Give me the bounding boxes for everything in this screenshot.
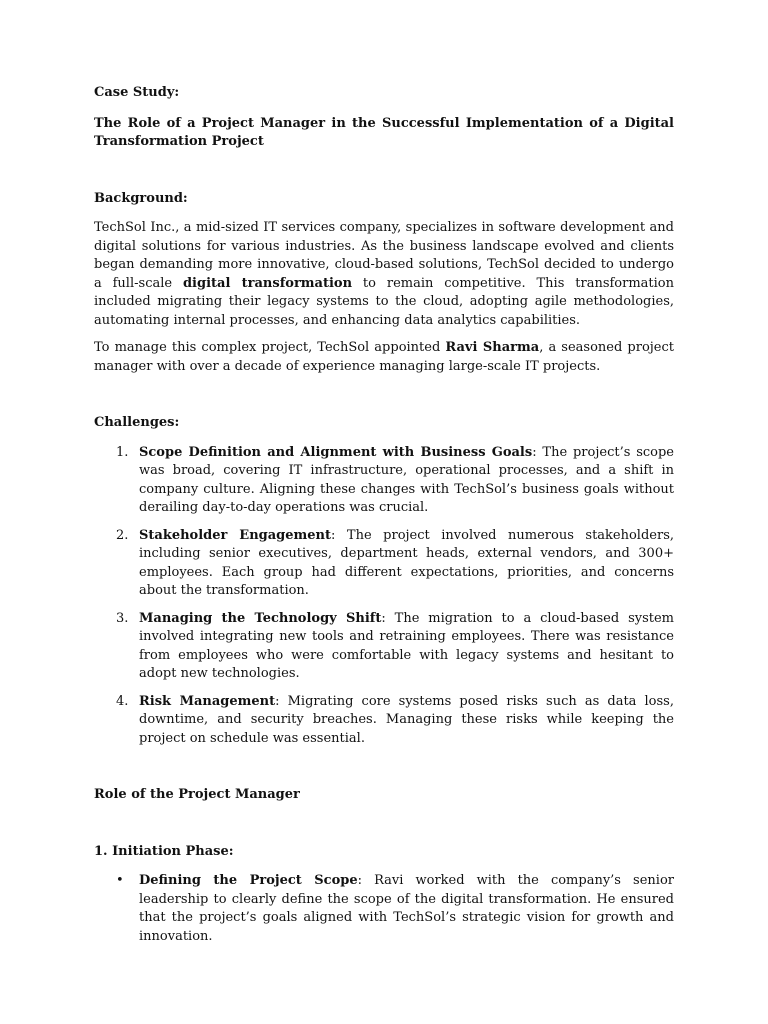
initiation-item-text: : Ravi worked with the company’s senior leadership to clearly define the scope of the digital transformation. He ensured that the project’s goals aligned with TechSol’s strategic vision for growth and innovation. [139,873,674,944]
background-paragraph-2 [94,339,674,376]
background-heading: Background: [94,190,188,206]
case-study-label: Case Study: [94,85,180,100]
background-paragraph-1 [94,219,674,330]
challenge-text: : The project’s scope was broad, covering IT infrastructure, operational processes, and a shift in company culture. Aligning these changes with TechSol’s business goals without derailing day-to-day operations was crucial. [139,444,675,515]
challenge-text: : The project involved numerous stakeholders, including senior executives, department heads, external vendors, and 300+ employees. Each group had different expectations, priorities, and concerns about the transformation. [139,527,674,598]
list-item [94,610,674,684]
list-item [94,693,674,749]
document-page [94,84,674,946]
challenge-text: : The migration to a cloud-based system involved integrating new tools and retraining employees. There was resistance from employees who were comfortable with legacy systems and hesitant to adopt new technologies. [139,610,674,681]
challenges-heading: Challenges: [94,415,180,430]
background-p1-bold: digital transformation [182,275,353,291]
bullet-icon: • [116,873,124,888]
document-title: The Role of a Project Manager in the Successful Implementation of a Digital Transformation Project [94,115,674,149]
list-item [94,444,674,518]
list-item [94,872,674,946]
challenge-title: Scope Definition and Alignment with Business Goals [139,444,533,460]
background-p2-bold: Ravi Sharma [445,340,540,355]
list-number: 2. [116,527,129,543]
list-number: 1. [116,444,129,460]
challenge-title: Risk Management [139,693,276,709]
initiation-list [94,872,674,946]
challenge-title: Managing the Technology Shift [139,610,382,626]
challenges-list [94,444,674,749]
list-number: 4. [116,693,129,709]
initiation-item-title: Defining the Project Scope [139,873,358,888]
challenge-title: Stakeholder Engagement [139,527,331,543]
challenge-text: : Migrating core systems posed risks such as data loss, downtime, and security breaches. Managing these risks while keeping the project on schedule was essential. [139,693,674,746]
background-p1-text-a: TechSol Inc., a mid-sized IT services company, specializes in software development and digital solutions for various industries. As the business landscape evolved and clients began demanding more innovative, cloud-based solutions, TechSol decided to undergo a full-scale [94,220,674,291]
background-p2-text-a: To manage this complex project, TechSol appointed [94,340,446,355]
background-p1-text-b: to remain competitive. This transformation included migrating their legacy systems to the cloud, adopting agile methodologies, automating internal processes, and enhancing data analytics capabilities. [94,275,675,328]
initiation-heading: 1. Initiation Phase: [94,843,234,859]
list-number: 3. [116,610,129,626]
list-item [94,527,674,601]
role-heading: Role of the Project Manager [94,787,300,802]
background-p2-text-b: , a seasoned project manager with over a decade of experience managing large-scale IT projects. [94,340,675,374]
